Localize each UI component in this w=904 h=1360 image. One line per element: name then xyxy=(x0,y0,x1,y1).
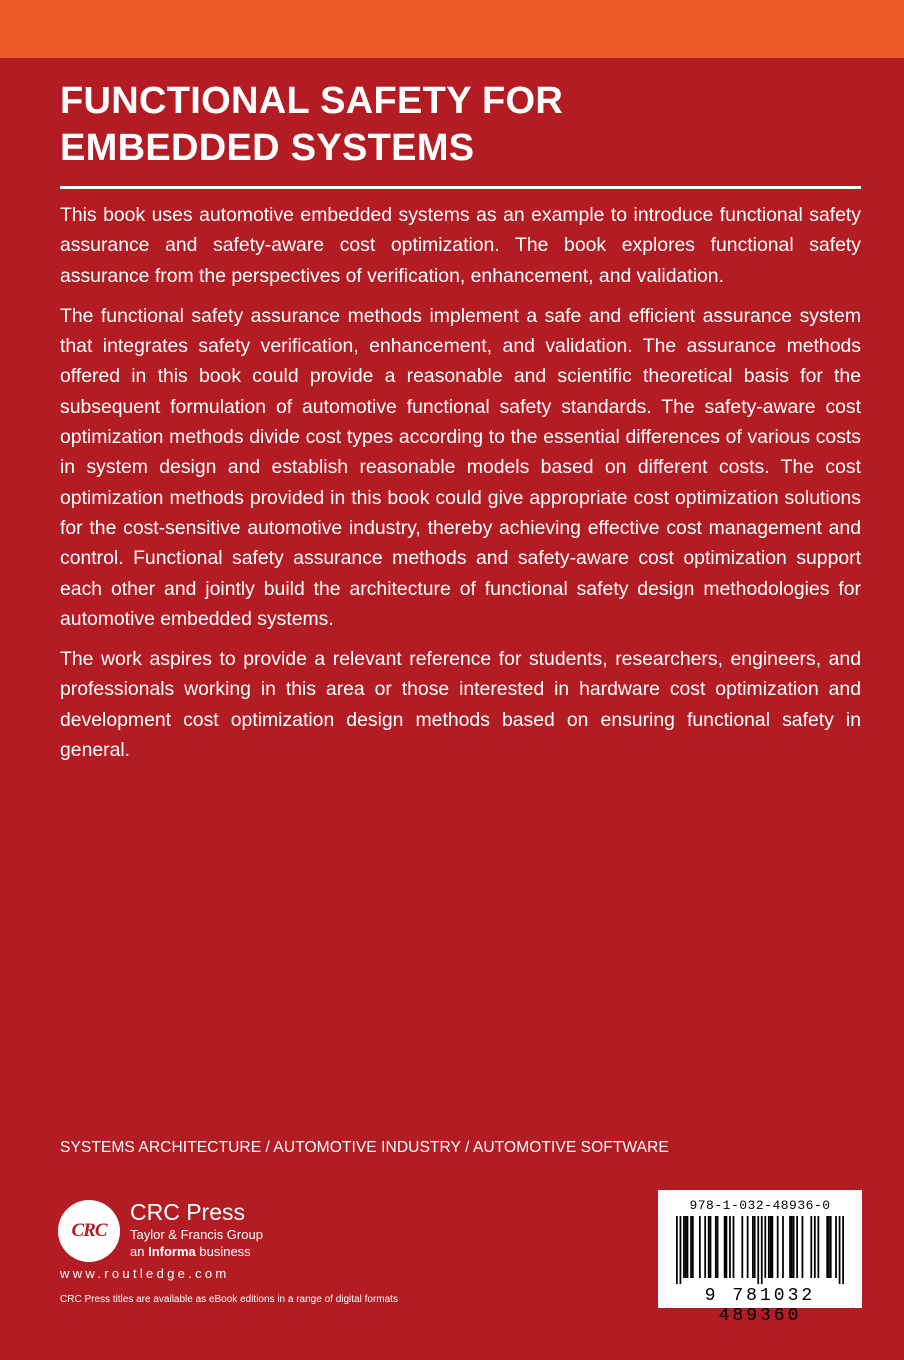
barcode-bar xyxy=(733,1216,735,1278)
barcode-bar xyxy=(793,1216,795,1278)
barcode-bar xyxy=(699,1216,701,1278)
barcode-bar xyxy=(828,1216,830,1278)
barcode-bar xyxy=(692,1216,694,1278)
barcode-bars-icon xyxy=(676,1216,844,1284)
barcode-bar xyxy=(791,1216,793,1278)
publisher-name: CRC Press xyxy=(130,1199,246,1225)
barcode-bar xyxy=(708,1216,710,1278)
informa-suffix: business xyxy=(195,1244,251,1259)
barcode-bar xyxy=(768,1216,770,1278)
barcode-bar xyxy=(814,1216,816,1278)
barcode-bar xyxy=(704,1216,706,1278)
barcode-bar xyxy=(724,1216,726,1278)
barcode-bar xyxy=(817,1216,819,1278)
title-line-2: EMBEDDED SYSTEMS xyxy=(60,127,475,169)
blurb-paragraph-2: The functional safety assurance methods implement a safe and efficient assurance system that integrates safety verification, enhancement, and validation. The assurance methods offered in this book could provide a reasonable and scientific theoretical basis for the subsequent formulation of automotive functional safety standards. The safety-aware cost optimization methods divide cost types according to the essential differences of various costs in system design and establish reasonable models based on different costs. The cost optimization methods provided in this book could give appropriate cost optimization solutions for the cost-sensitive automotive industry, thereby achieving effective cost management and control. Functional safety assurance methods and safety-aware cost optimization support each other and jointly build the architecture of functional safety design methodologies for automotive embedded systems. xyxy=(60,304,861,630)
barcode-bar xyxy=(690,1216,692,1278)
barcode-bar xyxy=(687,1216,689,1278)
isbn-barcode xyxy=(658,1190,862,1326)
barcode-bar xyxy=(715,1216,717,1278)
barcode-bar xyxy=(839,1216,841,1284)
barcode-bar xyxy=(717,1216,719,1278)
barcode-bar xyxy=(810,1216,812,1278)
barcode-bar xyxy=(741,1216,743,1278)
blurb-paragraph-3: The work aspires to provide a relevant reference for students, researchers, engineers, and professionals working in this area or those interested in hardware cost optimization and development cost optimization design methods based on ensuring functional safety in general. xyxy=(60,648,861,762)
barcode-bar xyxy=(729,1216,731,1278)
barcode-bar xyxy=(826,1216,828,1278)
title-divider xyxy=(60,186,861,189)
blurb-paragraph-1: This book uses automotive embedded systems as an example to introduce functional safety assurance and safety-aware cost optimization. The book explores functional safety assurance from the perspectives of verification, enhancement, and validation. xyxy=(60,204,861,287)
ebook-note: CRC Press titles are available as eBook editions in a range of digital formats xyxy=(60,1294,398,1305)
barcode-bar xyxy=(796,1216,798,1278)
website-link[interactable]: www.routledge.com xyxy=(60,1266,230,1281)
barcode-bar xyxy=(782,1216,784,1278)
barcode-bar xyxy=(747,1216,749,1278)
barcode-bar xyxy=(771,1216,773,1278)
logo-text: CRC xyxy=(71,1220,107,1241)
barcode-bar xyxy=(770,1216,772,1278)
barcode-bar xyxy=(761,1216,763,1284)
title-line-1: FUNCTIONAL SAFETY FOR xyxy=(60,80,564,122)
barcode-bar xyxy=(757,1216,759,1284)
barcode-bar xyxy=(777,1216,779,1278)
isbn-number: 978-1-032-48936-0 xyxy=(689,1198,831,1213)
barcode-bar xyxy=(754,1216,756,1278)
barcode-bar xyxy=(842,1216,844,1284)
barcode-bar xyxy=(752,1216,754,1278)
barcode-digits: 9 781032 489360 xyxy=(704,1286,816,1326)
publisher-block xyxy=(130,1199,263,1260)
informa-name: Informa xyxy=(148,1244,196,1259)
crc-press-logo-icon xyxy=(58,1200,120,1262)
barcode-bar xyxy=(835,1216,837,1278)
publisher-group: Taylor & Francis Group xyxy=(130,1227,263,1242)
informa-business xyxy=(130,1243,263,1260)
barcode-bar xyxy=(726,1216,728,1278)
barcode-bar xyxy=(680,1216,682,1284)
top-orange-band xyxy=(0,0,904,58)
blurb-text xyxy=(60,200,861,775)
barcode-bar xyxy=(802,1216,804,1278)
barcode-bar xyxy=(710,1216,712,1278)
subject-categories: SYSTEMS ARCHITECTURE / AUTOMOTIVE INDUSTRY / AUTOMOTIVE SOFTWARE xyxy=(60,1139,669,1156)
barcode-bar xyxy=(676,1216,678,1284)
barcode-bar xyxy=(683,1216,685,1278)
barcode-bar xyxy=(830,1216,832,1278)
barcode-bar xyxy=(764,1216,766,1278)
barcode-bar xyxy=(685,1216,687,1278)
book-title xyxy=(60,78,860,172)
informa-prefix: an xyxy=(130,1244,149,1259)
barcode-bar xyxy=(789,1216,791,1278)
